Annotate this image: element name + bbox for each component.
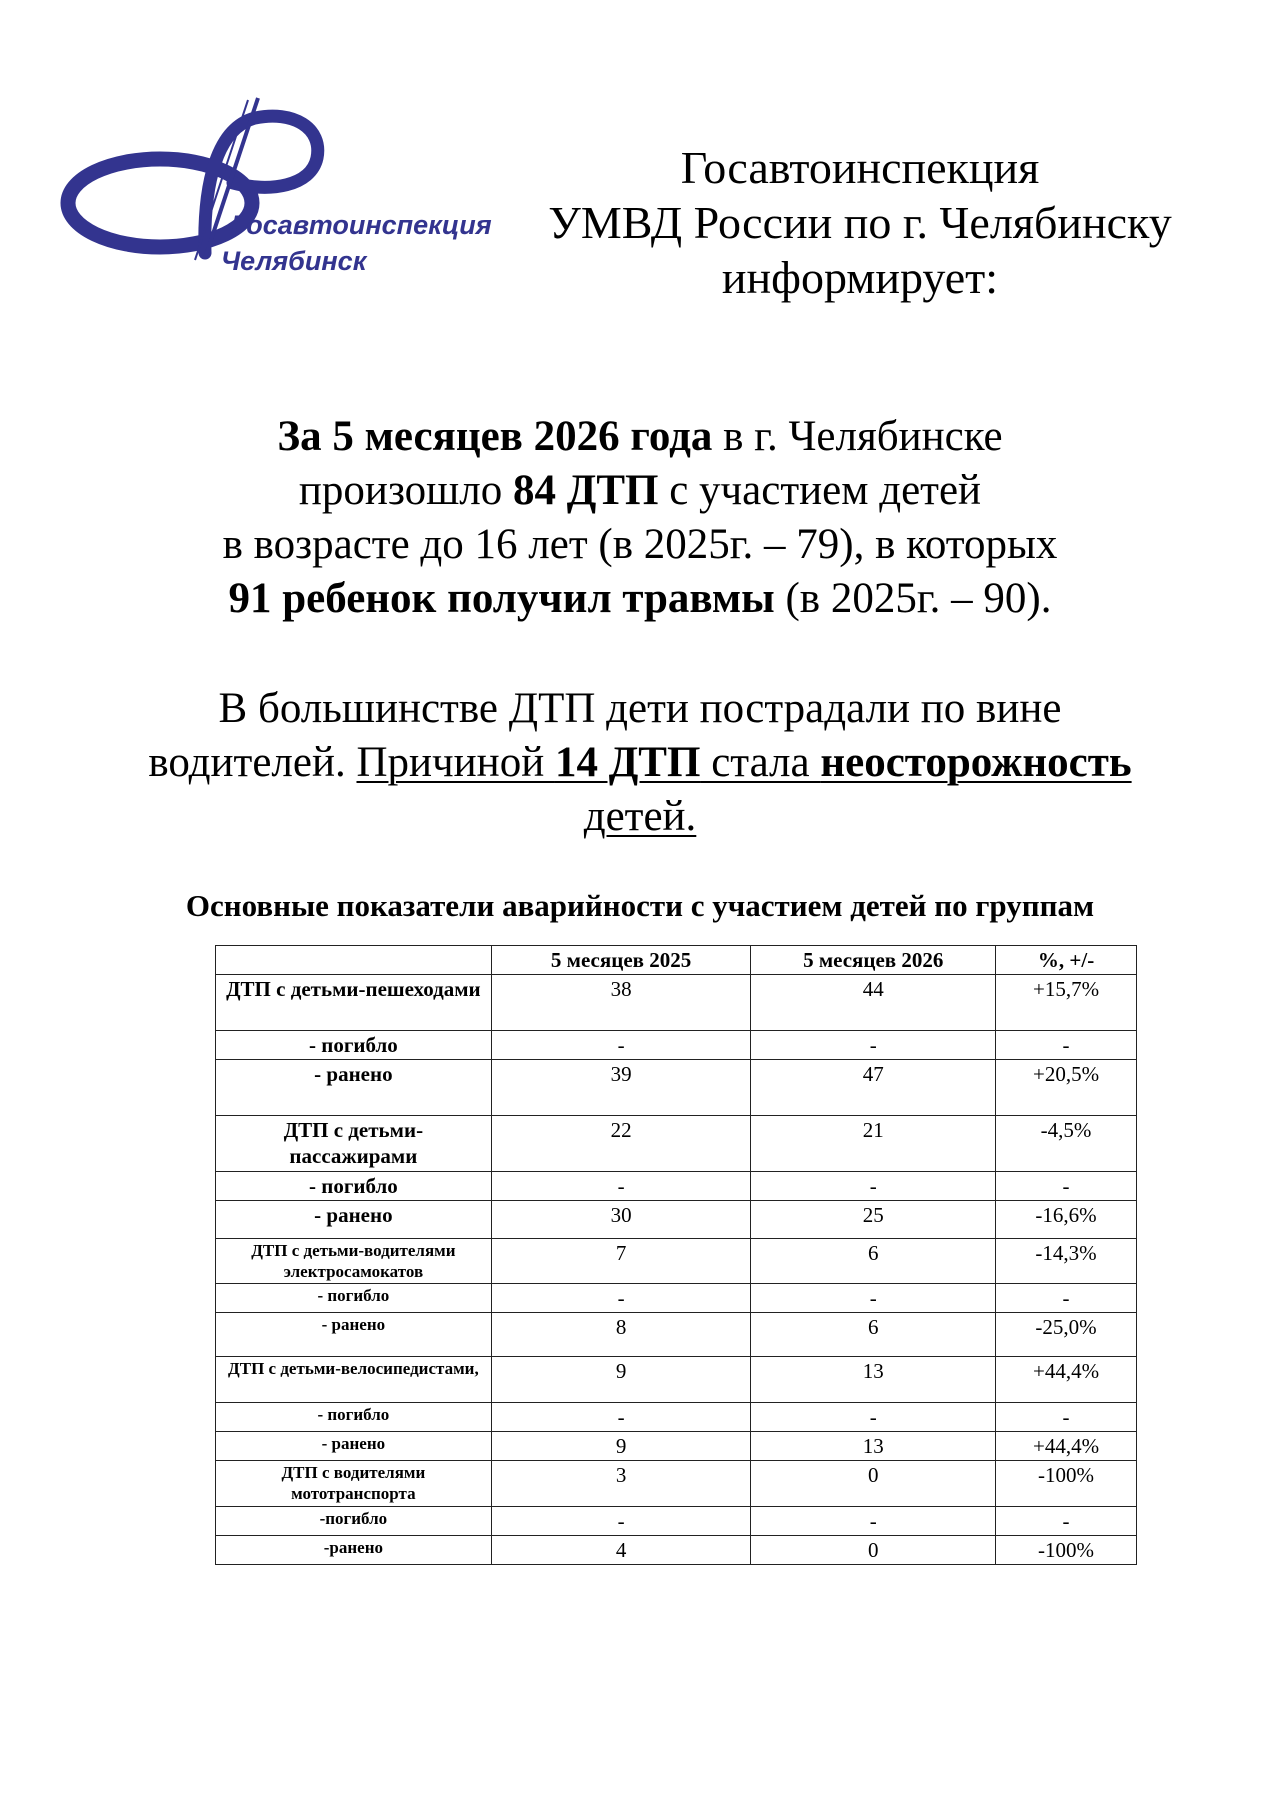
cell-2025: - bbox=[491, 1172, 751, 1201]
cell-2025: 8 bbox=[491, 1313, 751, 1357]
cell-2025: 3 bbox=[491, 1461, 751, 1507]
agency-header bbox=[515, 140, 1205, 305]
cell-percent: - bbox=[996, 1507, 1137, 1536]
lead-line4 bbox=[60, 572, 1220, 626]
cell-2026: 47 bbox=[751, 1060, 996, 1116]
cell-2026: 6 bbox=[751, 1313, 996, 1357]
cell-2026: 0 bbox=[751, 1536, 996, 1565]
row-label: -погибло bbox=[216, 1507, 492, 1536]
cell-2025: 9 bbox=[491, 1357, 751, 1403]
table-row bbox=[216, 1284, 1137, 1313]
agency-line3: информирует: bbox=[721, 252, 999, 303]
cell-2025: - bbox=[491, 1403, 751, 1432]
cell-2026: 6 bbox=[751, 1239, 996, 1284]
table-row bbox=[216, 1313, 1137, 1357]
cell-percent: -16,6% bbox=[996, 1201, 1137, 1239]
cell-2025: 4 bbox=[491, 1536, 751, 1565]
row-label: - погибло bbox=[216, 1284, 492, 1313]
lead-line2-rest: с участием детей bbox=[658, 467, 982, 514]
row-label: - ранено bbox=[216, 1201, 492, 1239]
lead-line2-bold: 84 ДТП bbox=[513, 467, 659, 514]
cell-2026: - bbox=[751, 1507, 996, 1536]
logo bbox=[55, 88, 510, 288]
cell-2026: - bbox=[751, 1172, 996, 1201]
cause-u1: Причиной bbox=[356, 739, 555, 786]
row-label: - ранено bbox=[216, 1432, 492, 1461]
table-row bbox=[216, 1432, 1137, 1461]
cell-percent: +15,7% bbox=[996, 975, 1137, 1031]
table-row bbox=[216, 1201, 1137, 1239]
agency-line2: УМВД России по г. Челябинску bbox=[548, 197, 1172, 248]
cell-2025: 39 bbox=[491, 1060, 751, 1116]
lead-line4-bold: 91 ребенок получил травмы bbox=[228, 575, 775, 622]
cell-2026: 21 bbox=[751, 1116, 996, 1172]
cell-percent: -100% bbox=[996, 1536, 1137, 1565]
lead-line1-bold: За 5 месяцев 2026 года bbox=[277, 413, 713, 460]
cell-2025: - bbox=[491, 1507, 751, 1536]
lead-line1-rest: в г. Челябинске bbox=[712, 413, 1003, 460]
cell-percent: +44,4% bbox=[996, 1432, 1137, 1461]
cause-line2-start: водителей. bbox=[148, 739, 357, 786]
row-label: ДТП с детьми-пешеходами bbox=[216, 975, 492, 1031]
cell-2026: - bbox=[751, 1403, 996, 1432]
row-label: ДТП с детьми-пассажирами bbox=[216, 1116, 492, 1172]
cell-2026: 25 bbox=[751, 1201, 996, 1239]
table-row bbox=[216, 1031, 1137, 1060]
cell-2025: 7 bbox=[491, 1239, 751, 1284]
cell-2025: 30 bbox=[491, 1201, 751, 1239]
row-label: ДТП с водителями мототранспорта bbox=[216, 1461, 492, 1507]
cause-line3 bbox=[60, 790, 1220, 844]
lead-line3: в возрасте до 16 лет (в 2025г. – 79), в которых bbox=[222, 521, 1058, 568]
cell-percent: - bbox=[996, 1172, 1137, 1201]
header-cell-2025: 5 месяцев 2025 bbox=[491, 946, 751, 975]
table-row bbox=[216, 1116, 1137, 1172]
cell-2025: - bbox=[491, 1284, 751, 1313]
cell-2026: 13 bbox=[751, 1432, 996, 1461]
cell-2026: 44 bbox=[751, 975, 996, 1031]
cell-2026: 13 bbox=[751, 1357, 996, 1403]
cell-percent: -100% bbox=[996, 1461, 1137, 1507]
table-row bbox=[216, 1461, 1137, 1507]
cause-u2: 14 ДТП bbox=[554, 739, 701, 786]
row-label: - погибло bbox=[216, 1172, 492, 1201]
cell-percent: -4,5% bbox=[996, 1116, 1137, 1172]
cause-underlined bbox=[356, 739, 1131, 786]
cell-percent: -14,3% bbox=[996, 1239, 1137, 1284]
cell-percent: +44,4% bbox=[996, 1357, 1137, 1403]
table-row bbox=[216, 1357, 1137, 1403]
cause-paragraph bbox=[60, 682, 1220, 844]
table-row bbox=[216, 1536, 1137, 1565]
cell-2025: 38 bbox=[491, 975, 751, 1031]
table-row bbox=[216, 1507, 1137, 1536]
table-row bbox=[216, 1239, 1137, 1284]
row-label: - погибло bbox=[216, 1031, 492, 1060]
table-header-row bbox=[216, 946, 1137, 975]
cell-2025: 22 bbox=[491, 1116, 751, 1172]
cell-2026: 0 bbox=[751, 1461, 996, 1507]
logo-text-line1: Госавтоинспекция bbox=[231, 210, 492, 240]
header-cell-percent: %, +/- bbox=[996, 946, 1137, 975]
table-row bbox=[216, 1060, 1137, 1116]
cause-u4: неосторожность bbox=[820, 739, 1132, 786]
agency-line1: Госавтоинспекция bbox=[680, 142, 1040, 193]
lead-line2 bbox=[60, 464, 1220, 518]
row-label: ДТП с детьми-велосипедистами, bbox=[216, 1357, 492, 1403]
cell-2025: - bbox=[491, 1031, 751, 1060]
lead-line1 bbox=[60, 410, 1220, 464]
cause-line2 bbox=[60, 736, 1220, 790]
table-row bbox=[216, 1403, 1137, 1432]
cause-line1: В большинстве ДТП дети пострадали по вине bbox=[218, 685, 1062, 732]
cell-percent: - bbox=[996, 1031, 1137, 1060]
lead-paragraph bbox=[60, 410, 1220, 626]
cell-2025: 9 bbox=[491, 1432, 751, 1461]
cell-2026: - bbox=[751, 1031, 996, 1060]
statistics-table bbox=[215, 945, 1137, 1565]
cell-percent: - bbox=[996, 1403, 1137, 1432]
row-label: - ранено bbox=[216, 1313, 492, 1357]
cause-u3: стала bbox=[700, 739, 821, 786]
cell-2026: - bbox=[751, 1284, 996, 1313]
row-label: - погибло bbox=[216, 1403, 492, 1432]
logo-text-line2: Челябинск bbox=[221, 246, 367, 276]
row-label: - ранено bbox=[216, 1060, 492, 1116]
row-label: ДТП с детьми-водителями электросамокатов bbox=[216, 1239, 492, 1284]
row-label: -ранено bbox=[216, 1536, 492, 1565]
lead-line4-rest: (в 2025г. – 90). bbox=[774, 575, 1052, 622]
table-title: Основные показатели аварийности с участием детей по группам bbox=[185, 888, 1095, 923]
cell-percent: +20,5% bbox=[996, 1060, 1137, 1116]
table-row bbox=[216, 975, 1137, 1031]
cell-percent: - bbox=[996, 1284, 1137, 1313]
table-row bbox=[216, 1172, 1137, 1201]
lead-line2-start: произошло bbox=[298, 467, 513, 514]
cell-percent: -25,0% bbox=[996, 1313, 1137, 1357]
header-cell-blank bbox=[216, 946, 492, 975]
cause-line3-text: детей. bbox=[583, 793, 697, 840]
header-cell-2026: 5 месяцев 2026 bbox=[751, 946, 996, 975]
